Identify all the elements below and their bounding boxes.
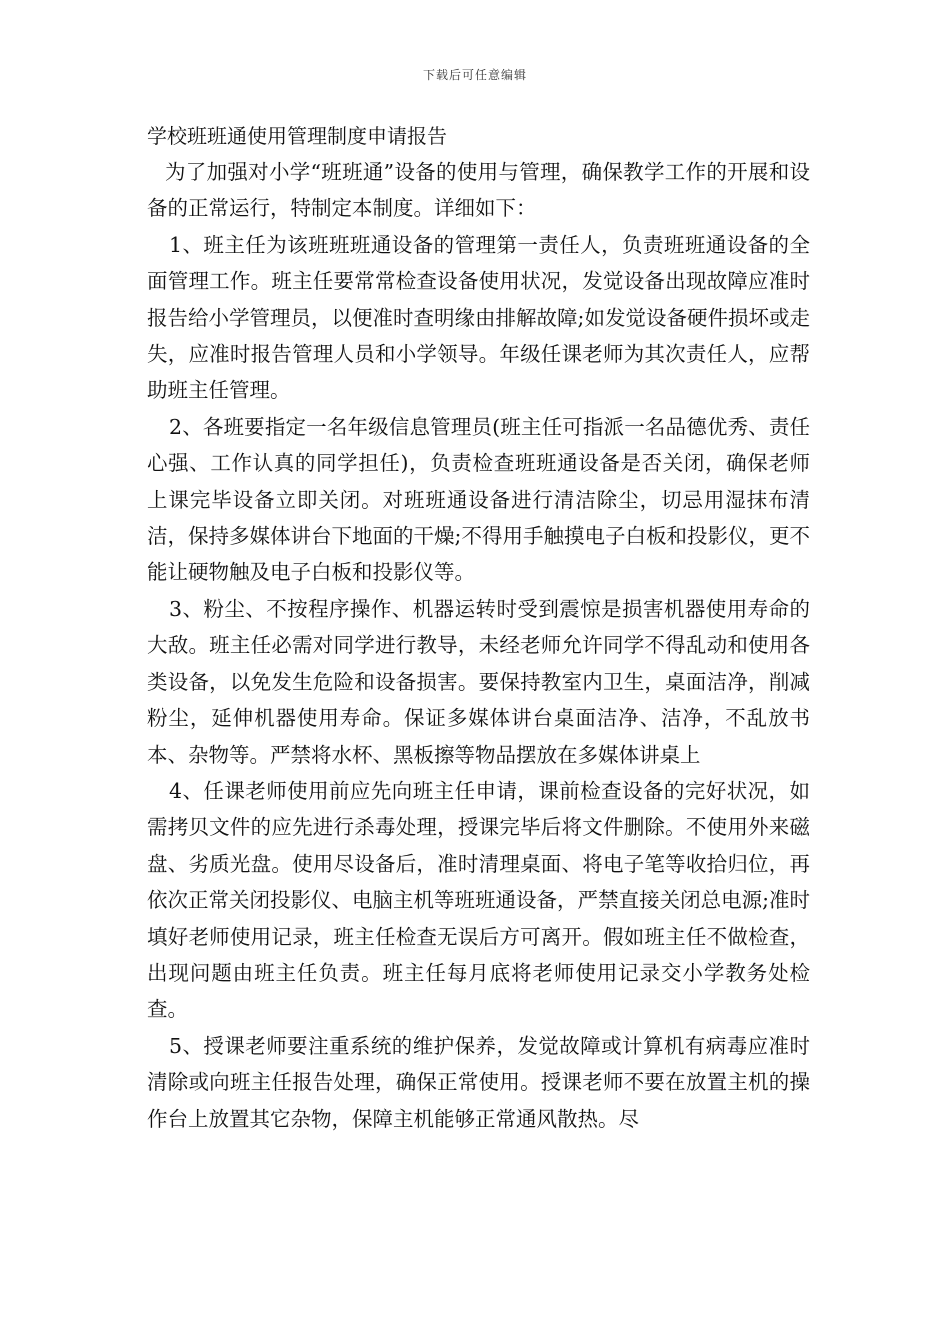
document-title: 学校班班通使用管理制度申请报告 [147,124,447,148]
rule-item-4: 4、任课老师使用前应先向班主任申请，课前检查设备的完好状况，如需拷贝文件的应先进行杀毒处理，授课完毕后将文件删除。不使用外来磁盘、劣质光盘。使用尽设备后，准时清理桌面、将电子笔等收拾归位，再依次正常关闭投影仪、电脑主机等班班通设备，严禁直接关闭总电源;准时填好老师使用记录，班主任检查无误后方可离开。假如班主任不做检查，出现问题由班主任负责。班主任每月底将老师使用记录交小学教务处检查。 [147,778,810,1022]
rule-item-2: 2、各班要指定一名年级信息管理员(班主任可指派一名品德优秀、责任心强、工作认真的同学担任)，负责检查班班通设备是否关闭，确保老师上课完毕设备立即关闭。对班班通设备进行清洁除尘，切忌用湿抹布清洁，保持多媒体讲台下地面的干燥;不得用手触摸电子白板和投影仪，更不能让硬物触及电子白板和投影仪等。 [147,414,810,585]
intro-paragraph: 为了加强对小学“班班通”设备的使用与管理，确保教学工作的开展和设备的正常运行，特制定本制度。详细如下： [147,160,810,221]
document-body [147,118,810,1137]
page-header: 下载后可任意编辑 [422,68,527,82]
rule-item-1: 1、班主任为该班班班通设备的管理第一责任人，负责班班通设备的全面管理工作。班主任要常常检查设备使用状况，发觉设备出现故障应准时报告给小学管理员，以便准时查明缘由排解故障;如发觉设备硬件损坏或走失，应准时报告管理人员和小学领导。年级任课老师为其次责任人，应帮助班主任管理。 [147,232,810,403]
rule-item-5: 5、授课老师要注重系统的维护保养，发觉故障或计算机有病毒应准时清除或向班主任报告处理，确保正常使用。授课老师不要在放置主机的操作台上放置其它杂物，保障主机能够正常通风散热。尽 [147,1033,810,1131]
rule-item-3: 3、粉尘、不按程序操作、机器运转时受到震惊是损害机器使用寿命的大敌。班主任必需对同学进行教导，未经老师允许同学不得乱动和使用各类设备，以免发生危险和设备损害。要保持教室内卫生，桌面洁净，削减粉尘，延伸机器使用寿命。保证多媒体讲台桌面洁净、洁净，不乱放书本、杂物等。严禁将水杯、黑板擦等物品摆放在多媒体讲桌上 [147,596,810,767]
